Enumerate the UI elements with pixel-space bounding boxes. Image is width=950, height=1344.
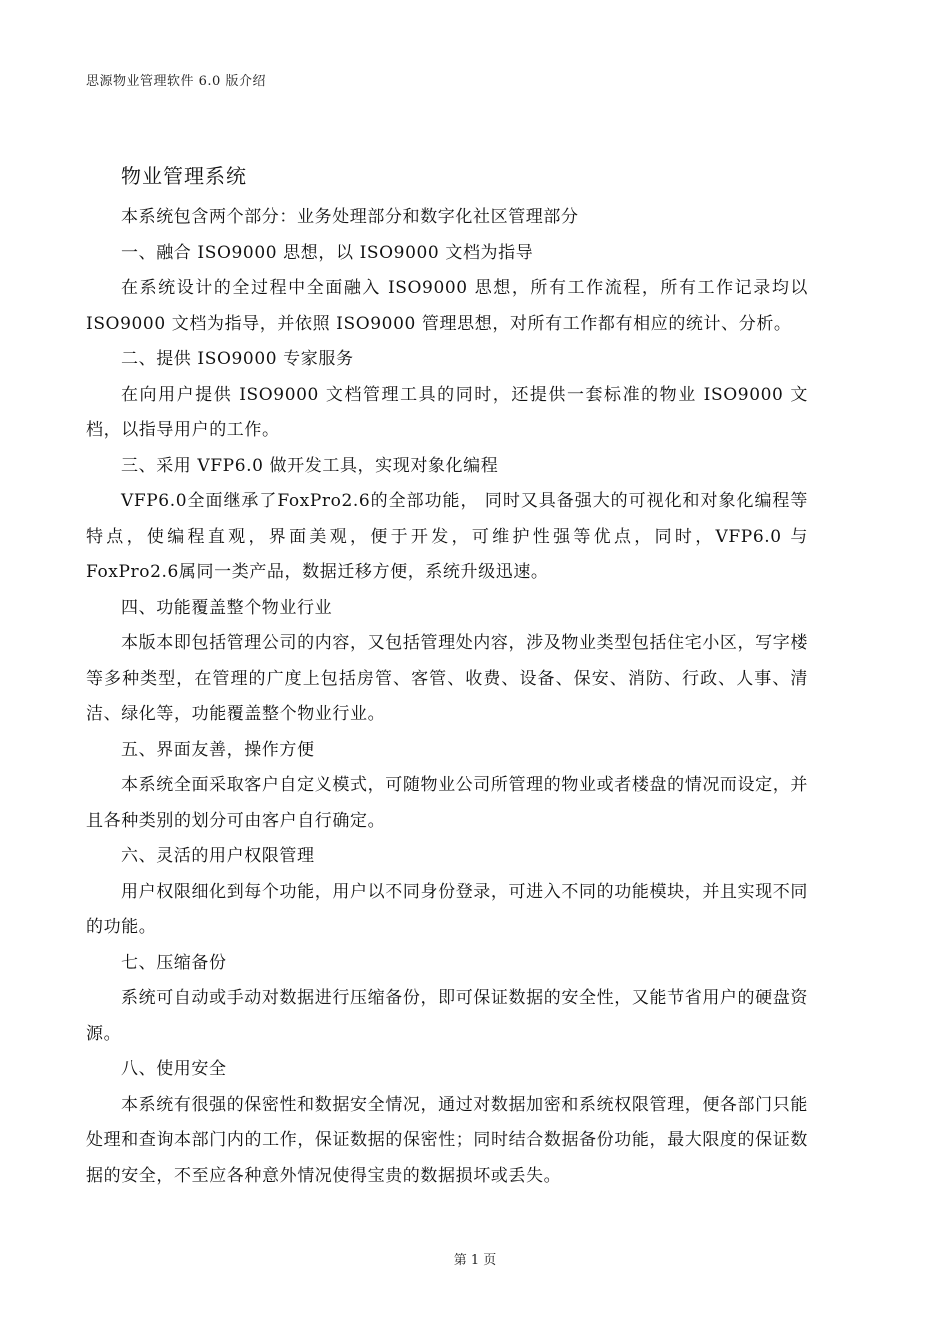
section-heading-vfp: 三、采用 VFP6.0 做开发工具，实现对象化编程 bbox=[121, 455, 499, 476]
document-title: 物业管理系统 bbox=[121, 164, 247, 188]
section-heading-permissions: 六、灵活的用户权限管理 bbox=[121, 846, 315, 866]
page-number: 第 1 页 bbox=[453, 1253, 497, 1268]
document-body bbox=[86, 200, 808, 1194]
section-text-security: 本系统有很强的保密性和数据安全情况，通过对数据加密和系统权限管理，便各部门只能处理和查询本部门内的工作，保证数据的保密性；同时结合数据备份功能，最大限度的保证数据的安全，不至应各种意外情况使得宝贵的数据损坏或丢失。 bbox=[86, 1094, 808, 1186]
section-heading-interface: 五、界面友善，操作方便 bbox=[121, 739, 315, 760]
section-text-vfp: VFP6.0全面继承了FoxPro2.6的全部功能， 同时又具备强大的可视化和对象化编程等特点，使编程直观，界面美观，便于开发，可维护性强等优点，同时，VFP6.0 与FoxPro2.6属同一类产品，数据迁移方便，系统升级迅速。 bbox=[86, 491, 808, 582]
section-heading-iso9000-thought: 一、融合 ISO9000 思想，以 ISO9000 文档为指导 bbox=[121, 242, 534, 263]
intro-paragraph: 本系统包含两个部分：业务处理部分和数字化社区管理部分 bbox=[121, 207, 579, 227]
section-text-coverage: 本版本即包括管理公司的内容，又包括管理处内容，涉及物业类型包括住宅小区，写字楼等多种类型，在管理的广度上包括房管、客管、收费、设备、保安、消防、行政、人事、清洁、绿化等，功能覆盖整个物业行业。 bbox=[86, 633, 808, 724]
section-text-interface: 本系统全面采取客户自定义模式，可随物业公司所管理的物业或者楼盘的情况而设定，并且各种类别的划分可由客户自行确定。 bbox=[86, 775, 808, 831]
section-heading-backup: 七、压缩备份 bbox=[121, 952, 227, 973]
section-text-backup: 系统可自动或手动对数据进行压缩备份，即可保证数据的安全性，又能节省用户的硬盘资源。 bbox=[86, 988, 808, 1044]
page-header: 思源物业管理软件 6.0 版介绍 bbox=[86, 74, 266, 89]
section-heading-security: 八、使用安全 bbox=[121, 1059, 227, 1079]
section-heading-iso9000-service: 二、提供 ISO9000 专家服务 bbox=[121, 349, 354, 369]
section-text-iso9000-service: 在向用户提供 ISO9000 文档管理工具的同时，还提供一套标准的物业 ISO9000 文档，以指导用户的工作。 bbox=[86, 384, 808, 440]
section-heading-coverage: 四、功能覆盖整个物业行业 bbox=[121, 597, 333, 618]
section-text-permissions: 用户权限细化到每个功能，用户以不同身份登录，可进入不同的功能模块，并且实现不同的功能。 bbox=[86, 881, 808, 937]
section-text-iso9000-thought: 在系统设计的全过程中全面融入 ISO9000 思想，所有工作流程，所有工作记录均以ISO9000 文档为指导，并依照 ISO9000 管理思想，对所有工作都有相应的统计、分析。 bbox=[86, 278, 808, 334]
